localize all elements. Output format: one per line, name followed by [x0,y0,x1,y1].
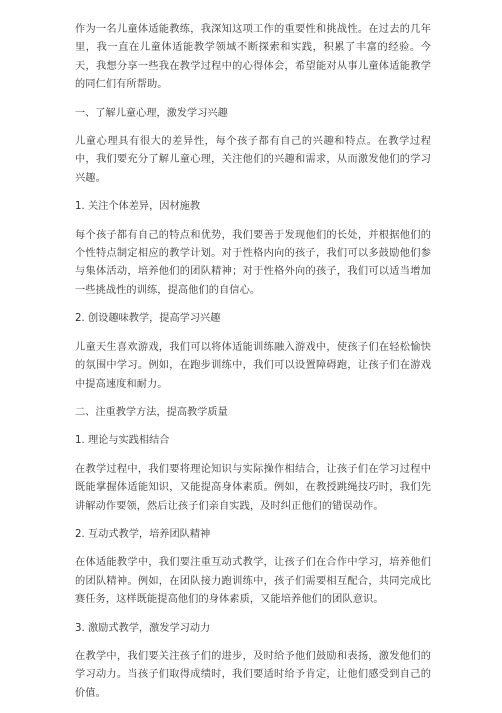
section2-heading: 二、注重教学方法，提高教学质量 [75,406,228,418]
intro-paragraph: 作为一名儿童体适能教练，我深知这项工作的重要性和挑战性。在过去的几年里，我一直在儿童体适能教学领域不断探索和实践，积累了丰富的经验。今天，我想分享一些我在教学过程中的心得体会，希望能对从事儿童体适能教学的同仁们有所帮助。 [75,24,431,91]
section1-sub2-heading: 2. 创设趣味教学，提高学习兴趣 [75,313,221,325]
section1-heading: 一、了解儿童心理，激发学习兴趣 [75,107,228,119]
section1-paragraph: 儿童心理具有很大的差异性，每个孩子都有自己的兴趣和特点。在教学过程中，我们要充分了解儿童心理，关注他们的兴趣和需求，从而激发他们的学习兴趣。 [75,136,431,184]
section2-sub2-heading: 2. 互动式教学，培养团队精神 [75,528,211,540]
section1-sub2-paragraph: 儿童天生喜欢游戏，我们可以将体适能训练融入游戏中，使孩子们在轻松愉快的氛围中学习。例如，在跑步训练中，我们可以设置障碍跑，让孩子们在游戏中提高速度和耐力。 [75,341,431,390]
section2-sub3-paragraph: 在教学中，我们要关注孩子们的进步，及时给予他们鼓励和表扬，激发他们的学习动力。当孩子们取得成绩时，我们要适时给予肯定，让他们感受到自己的价值。 [75,650,431,699]
section2-sub1-paragraph: 在教学过程中，我们要将理论知识与实际操作相结合，让孩子们在学习过程中既能掌握体适能知识，又能提高身体素质。例如，在教授跳绳技巧时，我们先讲解动作要领，然后让孩子们亲自实践，及时纠正他们的错误动作。 [75,463,431,512]
section1-sub1-heading: 1. 关注个体差异，因材施教 [75,201,201,213]
section2-sub2-paragraph: 在体适能教学中，我们要注重互动式教学，让孩子们在合作中学习，培养他们的团队精神。例如，在团队接力跑训练中，孩子们需要相互配合，共同完成比赛任务，这样既能提高他们的身体素质，又能培养他们的团队意识。 [75,557,431,606]
section1-sub1-paragraph: 每个孩子都有自己的特点和优势，我们要善于发现他们的长处，并根据他们的个性特点制定相应的教学计划。对于性格内向的孩子，我们可以多鼓励他们参与集体活动，培养他们的团队精神；对于性格外向的孩子，我们可以适当增加一些挑战性的训练，提高他们的自信心。 [75,229,431,296]
section2-sub1-heading: 1. 理论与实践相结合 [75,435,170,447]
document-page [75,21,431,713]
section2-sub3-heading: 3. 激励式教学，激发学习动力 [75,622,211,634]
